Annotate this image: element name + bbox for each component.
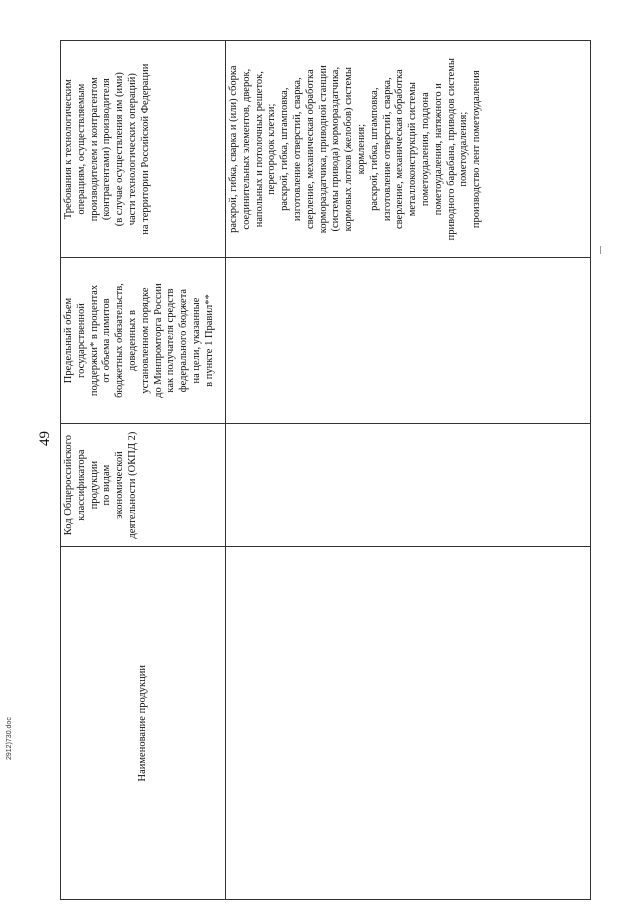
- page-tick-mark: [600, 246, 601, 254]
- header-tech-requirements: [61, 41, 226, 258]
- requirements-table: [60, 40, 591, 900]
- header-okpd-code-text: Код Общероссийского классификатора продукции по видам экономической деятельности (ОКПД 2): [63, 431, 138, 539]
- header-product-name-text: Наименование продукции: [136, 665, 148, 782]
- body-product-name: [226, 547, 591, 900]
- rotated-page-content: [60, 40, 483, 900]
- header-tech-requirements-text: Требования к технологическим операциям, осуществляемым производителем и контрагентом (контрагентами) производителя (в случае осуществления им (ими) части технологических операций) на территории Российской Федерации: [63, 63, 151, 235]
- table-header-row: [61, 41, 226, 900]
- body-tech-requirements-text: раскрой, гибка, сварка и (или) сборка соединительных элементов, дверок, напольных и потолочных решеток, перегородок клетки; раскрой, гибка, штамповка, изготовление отверстий, сварка, сверление, механическая обработка кормораздатчика, приводной станции (системы привода) кормораздатчика, кормовых лотков (желобов) системы кормления; раскрой, гибка, штамповка, изготовление отверстий, сварка, сверление, механическая обработка металлоконструкций системы пометоудаления, поддона пометоудаления, натяжного и приводного барабана, приводов системы пометоудаления; производство лент пометоудаления: [228, 58, 483, 241]
- body-tech-requirements: [226, 41, 591, 258]
- page-number: 49: [37, 431, 53, 446]
- table-body-row: [226, 41, 591, 900]
- header-okpd-code: [61, 423, 226, 547]
- footer-doc-id: 2912)730.doc: [6, 717, 13, 760]
- body-okpd-code: [226, 423, 591, 547]
- header-support-limit-text: Предельный объем государственной поддержки* в процентах от объема лимитов бюджетных обязательств, доведенных в установленном порядке до Минпромторга России как получателя средств федерального бюджета на цели, указанные в пункте 1 Правил**: [63, 283, 215, 398]
- header-support-limit: [61, 258, 226, 423]
- body-support-limit: [226, 258, 591, 423]
- header-product-name: [61, 547, 226, 900]
